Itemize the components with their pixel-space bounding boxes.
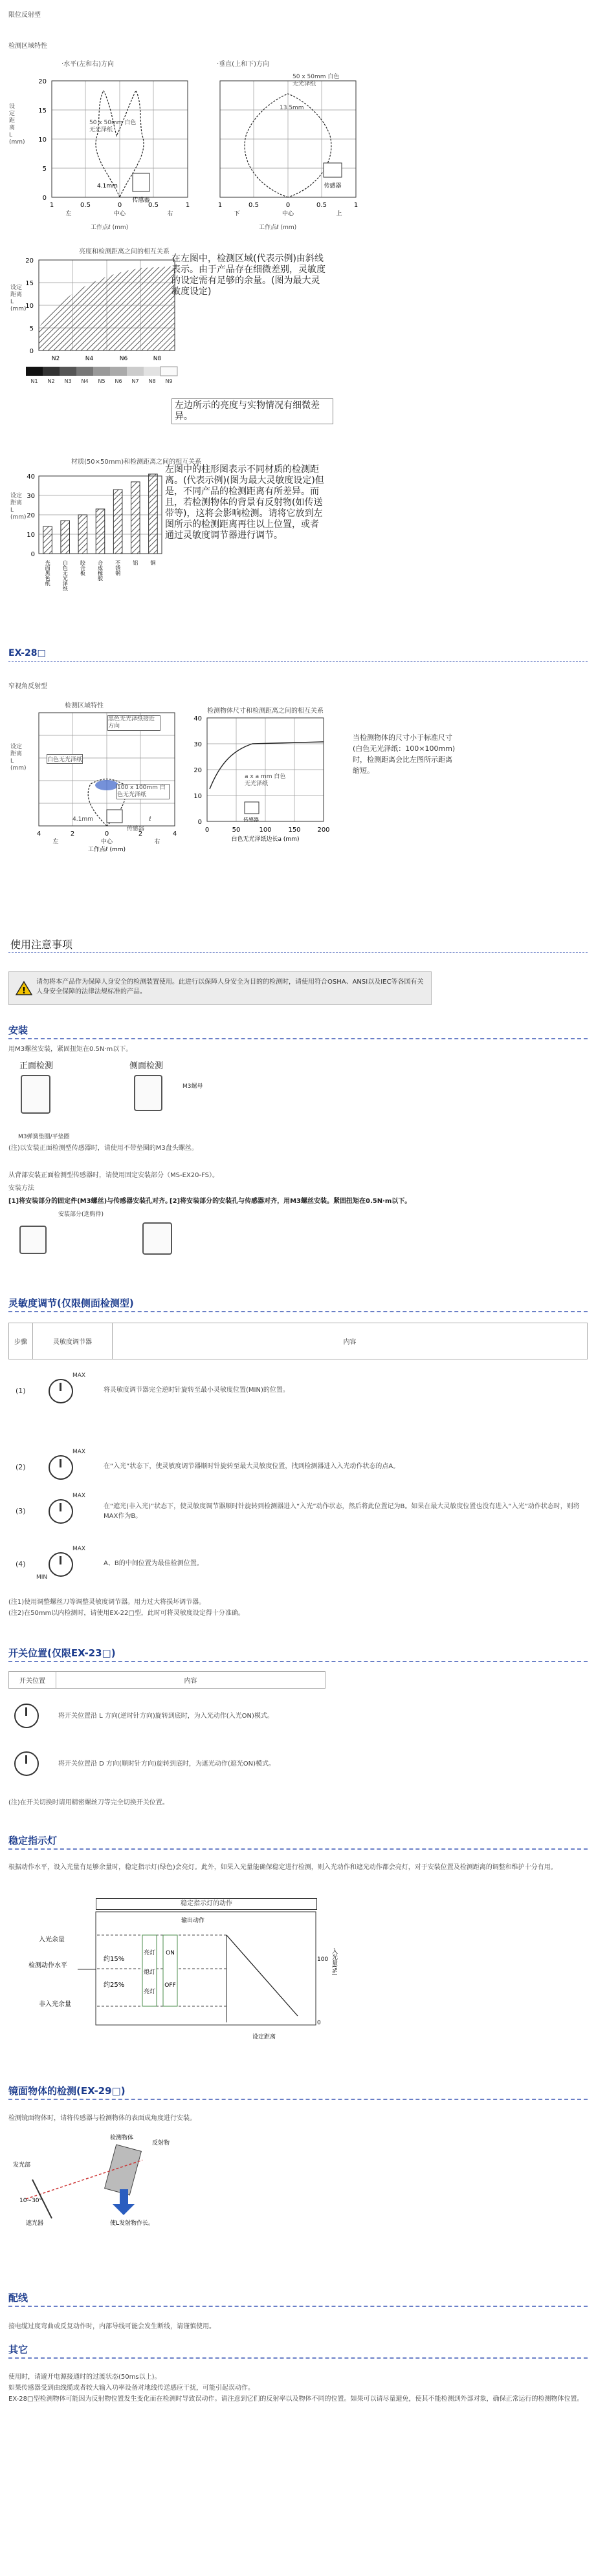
sens-table [8, 1323, 588, 1359]
svg-text:!: ! [22, 986, 26, 996]
chart4-title: 材质(50×50mm)和检测距离之间的相互关系 [71, 459, 202, 466]
usage-title: 使用注意事项 [10, 938, 73, 951]
c2-emitter: 传感器 [324, 183, 342, 189]
c3-xtick: N2 [51, 356, 60, 362]
chart1-title: ·水平(左和右)方向 [61, 61, 114, 68]
warning-box [8, 971, 432, 1005]
other-title: 其它 [8, 2344, 28, 2355]
e28-xdir: 左 [52, 839, 59, 845]
max-label: MAX [72, 1493, 86, 1499]
c1-xdir: 中心 [113, 211, 126, 217]
light-label: 亮灯 [143, 1950, 156, 1956]
e28-xtick: 2 [70, 830, 75, 838]
switch-text: 将开关位置沿 L 方向(逆时针方向)旋转到底时，为入光动作(入光ON)模式。 [58, 1713, 274, 1720]
c3-xtick: N8 [153, 356, 162, 362]
adjuster-icon [49, 1455, 73, 1480]
c2-xtick: 0.5 [316, 202, 327, 209]
yaxis: 入光量(%) [331, 1948, 337, 1976]
e28-xtick: 0 [104, 830, 109, 838]
mirror-label: 遮光器 [26, 2220, 44, 2227]
e28-xtick: 4 [36, 830, 41, 838]
washer-label: M3弹簧垫圈/平垫圈 [18, 1134, 70, 1140]
e28-xlabel: 工作点ℓ (mm) [87, 847, 126, 853]
c4-category: 合成橡胶 [97, 560, 104, 581]
c4-bar [113, 490, 122, 554]
detect-area-caption: 检测区域特性 [8, 43, 47, 50]
sens-step: (4) [16, 1560, 26, 1568]
e28r-ytick: 10 [193, 793, 202, 800]
out-title: 输出动作 [181, 1918, 205, 1924]
sens-col-content: 内容 [113, 1323, 588, 1359]
c4-category: 铜 [149, 560, 156, 565]
c4-bar [43, 526, 52, 554]
switch-col-content: 内容 [56, 1672, 326, 1689]
e28r-ytick: 20 [193, 767, 202, 774]
scale-label: N4 [81, 378, 89, 384]
light-label: 熄灯 [143, 1969, 156, 1976]
ex28-relation-caption: 检测物体尺寸和检测距离之间的相互关系 [207, 708, 324, 715]
e28-ylabel: 设定距离L (mm) [10, 744, 27, 772]
c4-bar [78, 515, 87, 554]
c1-ytick: 15 [38, 107, 47, 114]
switch-text: 将开关位置沿 D 方向(顺时针方向)旋转到底时，为遮光动作(遮光ON)模式。 [58, 1760, 276, 1768]
c4-ytick: 20 [27, 512, 35, 519]
e28-label: 黑色无光泽纸接近方向 [107, 715, 160, 731]
c2-xdir: 上 [336, 211, 342, 217]
mirror-label: 反射物 [152, 2140, 170, 2147]
c1-xtick: 1 [49, 202, 54, 209]
ex28-area-caption: 检测区域特性 [65, 702, 104, 709]
e28-xtick: 4 [172, 830, 177, 838]
max-label: MAX [72, 1372, 86, 1379]
c4-ytick: 10 [27, 532, 35, 539]
divider [8, 952, 588, 953]
e28-label: 传感器 [127, 826, 145, 832]
hundred: 100 [317, 1956, 329, 1963]
sens-text: 在“遮光(非入光)”状态下，使灵敏度调节器顺时针旋转到检测器进入“入光”动作状态，然后将此位置记为B。如果在最大灵敏度位置也没有进入“入光”动作状态时，则将MAX作为B。 [104, 1503, 580, 1520]
c4-ytick: 0 [30, 551, 35, 558]
stability-title: 稳定指示灯 [8, 1835, 58, 1846]
chart1-horizontal-area [13, 65, 201, 220]
divider [8, 2099, 588, 2100]
sens-text: A、B的中间位置为最佳检测位置。 [104, 1560, 203, 1567]
e28r-label: 传感器 [243, 817, 259, 823]
divider [8, 661, 588, 662]
c1-xtick: 0 [117, 202, 122, 209]
install-title: 安装 [8, 1024, 28, 1036]
c3-xtick: N6 [119, 356, 128, 362]
c3-ytick: 0 [29, 348, 34, 355]
pct-label: 约25% [104, 1982, 125, 1989]
scale-label: N3 [64, 378, 72, 384]
adjuster-icon [49, 1552, 73, 1577]
c2-xtick: 0 [285, 202, 291, 209]
divider [8, 1848, 588, 1850]
divider [8, 1661, 588, 1662]
front-sensor-illustration [21, 1075, 50, 1114]
sens-text: 将灵敏度调节器完全逆时针旋转至最小灵敏度位置(MIN)的位置。 [104, 1387, 289, 1394]
c2-xlabel: 工作点ℓ (mm) [259, 224, 297, 231]
install-method: 安装方法 [8, 1185, 34, 1192]
mirror-label: 使L发射物作长。 [110, 2220, 155, 2227]
sens-step: (3) [16, 1507, 26, 1515]
install-step1: [1]将安装部分的固定件(M3螺丝)与传感器安装孔对齐。 [8, 1198, 172, 1205]
e28r-ytick: 0 [197, 819, 202, 826]
divider [8, 1038, 588, 1039]
c2-xdir: 中心 [281, 211, 294, 217]
e28r-xtick: 0 [204, 827, 210, 834]
mirror-label: 发光部 [13, 2162, 31, 2169]
wiring-text: 接电缆过度弯曲或反复动作时，内部导线可能会发生断线，请谨慎使用。 [8, 2323, 215, 2330]
e28-label: 100 x 100mm 白色无光泽纸 [116, 784, 170, 799]
e28-label: ℓ [149, 816, 151, 823]
c1-ytick: 20 [38, 78, 47, 85]
c1-emitter: 传感器 [132, 197, 150, 204]
e28r-xlabel: 白色无光泽纸边长a (mm) [231, 836, 300, 843]
c4-bar [131, 482, 140, 554]
light-label: 亮灯 [143, 1989, 156, 1995]
c4-ylabel: 设定距离L (mm) [10, 493, 27, 521]
chart4-materials [13, 463, 168, 612]
c4-ytick: 40 [27, 473, 35, 481]
c3-ylabel: 设定距离L (mm) [10, 285, 27, 312]
c1-spacing: 4.1mm [97, 183, 118, 189]
install-note: (注)以安装正面检测型传感器时，请使用不带垫圈的M3盘头螺丝。 [8, 1145, 198, 1152]
c1-ytick: 5 [42, 166, 47, 173]
c1-ytick: 0 [42, 195, 47, 202]
scale-label: N6 [115, 378, 122, 384]
gray-scale [26, 367, 177, 376]
c4-category: 铝 [132, 560, 138, 565]
c4-category: 白色无光泽纸 [62, 560, 69, 591]
sens-step: (2) [16, 1463, 26, 1471]
switch-note: (注)在开关切换时请用精密螺丝刀等完全切换开关位置。 [8, 1799, 169, 1806]
chart3-title: 亮度和检测距离之间的相互关系 [79, 248, 170, 255]
bracket-illustration [19, 1226, 47, 1254]
c4-bar [61, 521, 70, 554]
other-line: 如果传感器受到由线缆或者较大输入功率设备对地线传送感应干扰，可能引起误动作。 [8, 2385, 254, 2392]
mirror-label: 检测物体 [110, 2135, 134, 2141]
sens-title: 灵敏度调节(仅限侧面检测型) [8, 1297, 134, 1309]
c4-note: 左图中的柱形图表示不同材质的检测距离。(代表示例)(图为最大灵敏度设定)但是，不同产品的检测距离有所差异。而且，若检测物体的背景有反射物(如传送带等)，这将会影响检测。请将它放到左图所示的检测距离再往以上位置，或者通过灵敏度调节器进行调节。 [165, 464, 324, 541]
mirror-diagram [13, 2128, 194, 2238]
c3-ytick: 10 [25, 303, 34, 310]
e28r-xtick: 150 [288, 827, 301, 834]
c3-ytick: 20 [25, 257, 34, 265]
level-label: 检测动作水平 [28, 1962, 67, 1969]
wiring-title: 配线 [8, 2292, 28, 2304]
max-label: MAX [72, 1449, 86, 1455]
c4-bar [149, 474, 158, 554]
c4-category: 胶合板 [80, 560, 86, 576]
install-step2: [2]将安装部分的安装孔与传感器对齐，用M3螺丝安装。紧固扭矩在0.5N·m以下。 [170, 1198, 412, 1205]
zero: 0 [317, 2020, 321, 2026]
c1-xtick: 0.5 [148, 202, 159, 209]
ex28-title: EX-28□ [8, 648, 46, 658]
other-line: EX-28□型检测物体可能因为反射物位置发生变化而在检测时导致误动作。请注意到它们的反射率以及物体不同的位置。如果可以请尽量避免，使其不能检测到外部对象，确保正常运行的检测物体位置。 [8, 2396, 584, 2403]
e28-xtick: 2 [138, 830, 143, 838]
mount-illustration [142, 1222, 172, 1255]
xaxis: 设定距离 [252, 2034, 276, 2040]
e28-xdir: 中心 [100, 839, 113, 845]
stability-diagram [13, 1909, 349, 2048]
switch-col-position: 开关位置 [9, 1672, 56, 1689]
c1-object: 50 x 50mm 白色无光泽纸 [89, 120, 137, 133]
c3-xtick: N4 [85, 356, 94, 362]
max-label: MAX [72, 1546, 86, 1552]
sens-text: 在“入光”状态下，使灵敏度调节器顺时针旋转至最大灵敏度位置，找到检测器进入入光动作状态的点A。 [104, 1463, 400, 1470]
switch-icon [14, 1704, 39, 1728]
install-line1: 用M3螺丝安装，紧固扭矩在0.5N·m以下。 [8, 1046, 133, 1053]
e28r-ytick: 30 [193, 741, 202, 748]
warning-icon [16, 980, 32, 996]
sens-note2: (注2)在50mm以内检测时，请使用EX-22□型，此时可将灵敏度设定得十分准确。 [8, 1610, 245, 1617]
sens-step: (1) [16, 1387, 26, 1395]
scale-label: N2 [47, 378, 55, 384]
c4-ytick: 30 [27, 493, 35, 500]
c3-ytick: 15 [25, 280, 34, 287]
adjuster-icon [49, 1499, 73, 1524]
top-caption: 限位反射型 [8, 12, 41, 19]
install-bracket: 从背部安装正面检测型传感器时，请使用固定安装部分（MS-EX20-FS）。 [8, 1172, 219, 1179]
switch-table [8, 1671, 326, 1689]
c2-d1: 13.5mm [280, 105, 304, 111]
mirror-title: 镜面物体的检测(EX-29□) [8, 2085, 126, 2097]
out-label: ON [166, 1950, 175, 1956]
c1-xlabel: 工作点ℓ (mm) [91, 224, 129, 231]
side-sensor-illustration [134, 1075, 162, 1111]
e28r-xtick: 200 [317, 827, 330, 834]
pct-label: 约15% [104, 1956, 125, 1963]
e28-xdir: 右 [154, 839, 160, 845]
level-label: 入光余量 [39, 1936, 65, 1943]
c3-note: 在左图中，检测区域(代表示例)由斜线表示。由于产品存在细微差别，灵敏度的设定需有足够的余量。(图为最大灵敏度设定) [171, 254, 326, 297]
mirror-label: 10~30° [19, 2198, 42, 2204]
c2-xdir: 下 [234, 211, 240, 217]
switch-icon [14, 1751, 39, 1776]
e28r-label: a x a mm 白色无光泽纸 [245, 774, 286, 787]
c3-ytick: 5 [29, 325, 34, 332]
install-side: 侧面检测 [129, 1061, 164, 1071]
chart2-vertical-area [207, 65, 375, 220]
bracket-name: 安装部分(选购件) [58, 1211, 104, 1218]
e28r-note: 当检测物体的尺寸小于标准尺寸(白色无光泽纸：100×100mm)时，检测距离会比左图所示距离缩短。 [353, 733, 456, 775]
scale-label: N7 [131, 378, 139, 384]
sens-note1: (注1)使用调整螺丝刀等调整灵敏度调节器。用力过大将损坏调节器。 [8, 1599, 206, 1606]
sens-col-adjuster: 灵敏度调节器 [33, 1323, 113, 1359]
c3-note2: 左边所示的亮度与实物情况有细微差异。 [171, 398, 333, 424]
divider [8, 2357, 588, 2359]
other-line: 使用时，请避开电源接通时的过渡状态(50ms以上)。 [8, 2374, 161, 2381]
ex28-subcaption: 窄视角反射型 [8, 683, 47, 690]
c4-bar [96, 509, 105, 554]
e28r-xtick: 100 [259, 827, 272, 834]
e28-label: 4.1mm [72, 816, 93, 823]
sens-col-step: 步骤 [9, 1323, 33, 1359]
c1-xtick: 0.5 [80, 202, 91, 209]
warning-text: 请勿将本产品作为保障人身安全的检测装置使用。此进行以保障人身安全为目的的检测时，请使用符合OSHA、ANSI以及IEC等各国有关人身安全保障的法律法规标准的产品。 [36, 979, 424, 995]
chart3-brightness [13, 254, 181, 435]
install-front: 正面检测 [19, 1061, 54, 1071]
scale-label: N9 [165, 378, 173, 384]
e28r-ytick: 40 [193, 715, 202, 722]
e28r-xtick: 50 [232, 827, 241, 834]
e28-label: 白色无光泽纸 [47, 754, 83, 764]
mirror-text: 检测镜面物体时，请将传感器与检测物体的表面成角度进行安装。 [8, 2115, 196, 2122]
switch-title: 开关位置(仅限EX-23□) [8, 1647, 116, 1659]
out-label: OFF [164, 1982, 176, 1989]
c1-xdir: 右 [167, 211, 173, 217]
chart2-title: ·垂直(上和下)方向 [217, 61, 269, 68]
c2-xtick: 1 [217, 202, 223, 209]
level-label: 非入光余量 [39, 2001, 71, 2008]
c4-category: 不锈钢 [115, 560, 121, 576]
scale-label: N5 [98, 378, 105, 384]
c1-xtick: 1 [185, 202, 190, 209]
nut-label: M3螺母 [182, 1083, 203, 1090]
adjuster-icon [49, 1379, 73, 1403]
stability-text: 根据动作水平，设入光量有足够余量时，稳定指示灯(绿色)会亮灯。此外，如果入光量能确保稳定进行检测，则入光动作和遮光动作都会亮灯，对于安装位置及检测距离的调整和维护十分有用。 [8, 1864, 557, 1871]
scale-label: N1 [30, 378, 38, 384]
c2-xtick: 0.5 [248, 202, 259, 209]
divider [8, 2306, 588, 2307]
stability-box-title: 稳定指示灯的动作 [96, 1898, 317, 1910]
c1-ytick: 10 [38, 136, 47, 144]
c4-category: 光面黑色纸 [45, 560, 51, 586]
c1-ylabel: 设定距离L (mm) [9, 103, 25, 146]
min-label: MIN [36, 1574, 48, 1581]
c2-object: 50 x 50mm 白色无光泽纸 [292, 74, 340, 87]
c1-xdir: 左 [65, 211, 72, 217]
c2-xtick: 1 [353, 202, 359, 209]
divider [8, 1311, 588, 1312]
scale-label: N8 [148, 378, 156, 384]
